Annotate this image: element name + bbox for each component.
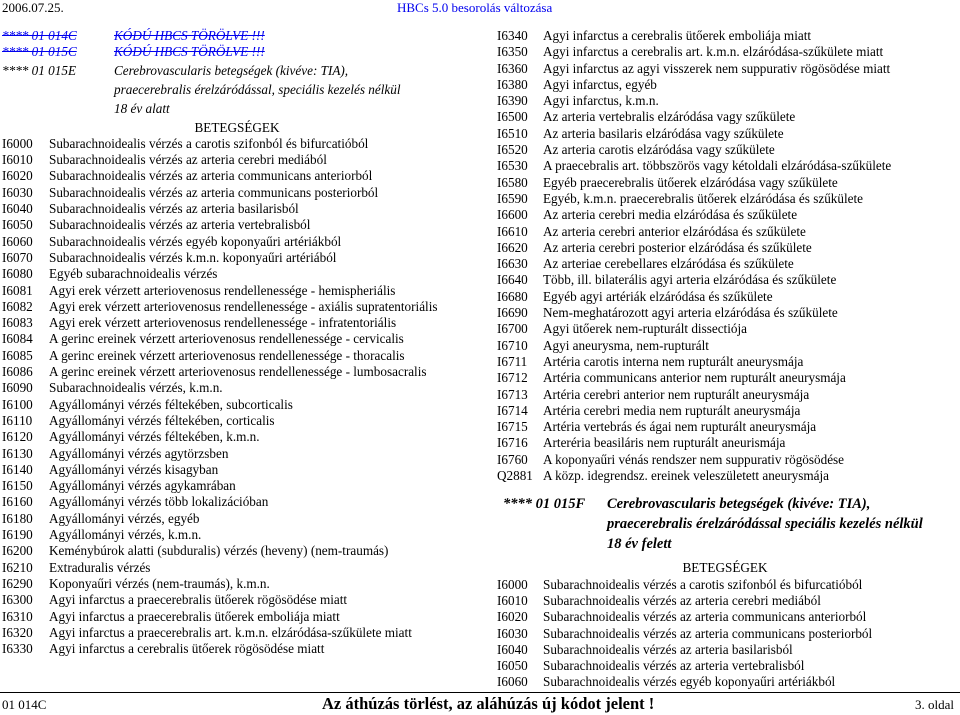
diagnosis-code: I6084 <box>2 331 33 347</box>
diagnosis-description: Több, ill. bilaterális agyi arteria elzáródása és szűkülete <box>543 272 837 288</box>
code-row <box>495 61 955 77</box>
code-row <box>2 185 472 201</box>
diagnosis-code: I6160 <box>2 494 33 510</box>
deleted-row <box>2 44 472 60</box>
diagnosis-code: I6290 <box>2 575 33 591</box>
diagnosis-description: Az arteria basilaris elzáródása vagy szűkülete <box>543 125 784 141</box>
diagnosis-description: Agyállományi vérzés féltekében, corticalis <box>49 412 275 428</box>
code-row <box>495 387 955 403</box>
header-date: 2006.07.25. <box>2 0 64 15</box>
code-row <box>495 338 955 354</box>
diagnosis-description: Koponyaűri vérzés (nem-traumás), k.m.n. <box>49 575 270 591</box>
code-row <box>2 364 472 380</box>
diagnosis-code: I6700 <box>497 321 528 337</box>
code-row <box>495 658 955 674</box>
code-row <box>495 191 955 207</box>
code-row <box>2 397 472 413</box>
diagnosis-code: I6716 <box>497 435 528 451</box>
diagnosis-description: Subarachnoidealis vérzés a carotis szifonból és bifurcatióból <box>49 135 369 151</box>
diagnosis-code: I6070 <box>2 249 33 265</box>
diagnosis-code: I6150 <box>2 478 33 494</box>
group-code: **** 01 015F <box>503 496 586 513</box>
diagnosis-description: Subarachnoidealis vérzés, k.m.n. <box>49 380 223 396</box>
diagnosis-code: I6040 <box>497 641 528 657</box>
code-row <box>2 168 472 184</box>
code-row <box>495 224 955 240</box>
diagnosis-description: Agyállományi vérzés több lokalizációban <box>49 494 269 510</box>
diagnosis-code: I6520 <box>497 142 528 158</box>
code-row <box>495 256 955 272</box>
diagnosis-code: I6030 <box>497 625 528 641</box>
code-row <box>495 452 955 468</box>
code-row <box>495 354 955 370</box>
diagnosis-code: I6590 <box>497 190 528 206</box>
code-row <box>495 126 955 142</box>
code-row <box>495 272 955 288</box>
deleted-code: **** 01 014C <box>2 28 77 43</box>
diagnosis-description: Az arteria cerebri anterior elzáródása és szűkülete <box>543 223 806 239</box>
code-row <box>495 609 955 625</box>
diagnosis-description: Subarachnoidealis vérzés az arteria communicans posteriorból <box>49 184 379 200</box>
code-row <box>2 494 472 510</box>
code-list <box>495 28 955 484</box>
diagnosis-description: Egyéb agyi artériák elzáródása és szűkülete <box>543 288 773 304</box>
diagnosis-description: Artéria carotis interna nem rupturált aneurysmája <box>543 353 804 369</box>
code-row <box>2 217 472 233</box>
diagnosis-description: A praecebralis art. többszörös vagy kétoldali elzáródása-szűkülete <box>543 158 892 174</box>
page-footer <box>0 692 960 715</box>
group-title-line: Cerebrovascularis betegségek (kivéve: TIA), <box>114 62 349 78</box>
diagnosis-code: I6110 <box>2 412 33 428</box>
code-row <box>495 370 955 386</box>
code-row <box>2 234 472 250</box>
group-title-line: 18 év felett <box>607 536 672 553</box>
page-number: 3. oldal <box>915 697 954 712</box>
code-row <box>495 468 955 484</box>
diagnosis-description: Az arteria cerebri media elzáródása és szűkülete <box>543 207 798 223</box>
right-column <box>495 28 955 691</box>
diagnosis-description: Agyi infarctus a praecerebralis ütőerek rögösödése miatt <box>49 592 348 608</box>
diagnosis-description: Artéria communicans anterior nem rupturált aneurysmája <box>543 370 846 386</box>
diagnosis-description: Az arteriae cerebellares elzáródása és szűkülete <box>543 256 794 272</box>
diagnosis-code: I6130 <box>2 445 33 461</box>
diagnosis-code: I6610 <box>497 223 528 239</box>
diagnosis-code: I6580 <box>497 174 528 190</box>
diagnosis-code: I6020 <box>2 168 33 184</box>
diagnosis-description: Subarachnoidealis vérzés az arteria communicans anteriorból <box>49 168 373 184</box>
diagnosis-description: Subarachnoidealis vérzés az arteria cerebri mediából <box>543 592 821 608</box>
code-row <box>495 109 955 125</box>
diagnosis-description: Agyi erek vérzett arteriovenosus rendellenessége - axiális supratentoriális <box>49 298 438 314</box>
diagnosis-code: I6711 <box>497 353 528 369</box>
code-row <box>2 478 472 494</box>
diagnosis-code: I6760 <box>497 451 528 467</box>
diagnosis-description: Agyi infarctus a cerebralis art. k.m.n. elzáródása-szűkülete miatt <box>543 44 884 60</box>
diagnosis-description: Artéria cerebri media nem rupturált aneurysmája <box>543 402 801 418</box>
code-row <box>495 207 955 223</box>
diagnosis-description: Egyéb praecerebralis ütőerek elzáródása vagy szűkülete <box>543 174 838 190</box>
diagnosis-description: Artéria vertebrás és ágai nem rupturált aneurysmája <box>543 419 817 435</box>
diagnosis-description: Egyéb subarachnoidealis vérzés <box>49 266 218 282</box>
diagnosis-description: Subarachnoidealis vérzés a carotis szifonból és bifurcatióból <box>543 576 863 592</box>
diagnosis-description: Az arteria carotis elzáródása vagy szűkülete <box>543 142 775 158</box>
diagnosis-code: I6714 <box>497 402 528 418</box>
group-title-line: Cerebrovascularis betegségek (kivéve: TIA), <box>607 496 871 513</box>
group-heading <box>495 494 955 560</box>
diagnosis-code: I6350 <box>497 44 528 60</box>
diagnosis-description: Agyállományi vérzés kisagyban <box>49 461 219 477</box>
diagnosis-code: I6500 <box>497 109 528 125</box>
diagnosis-code: I6050 <box>497 658 528 674</box>
code-row <box>495 305 955 321</box>
diagnosis-code: I6030 <box>2 184 33 200</box>
left-column <box>2 28 472 657</box>
diagnosis-code: I6530 <box>497 158 528 174</box>
diagnosis-description: Egyéb, k.m.n. praecerebralis ütőerek elzáródása és szűkülete <box>543 190 864 206</box>
diagnosis-code: I6715 <box>497 419 528 435</box>
diagnosis-code: I6010 <box>497 592 528 608</box>
diagnosis-code: I6010 <box>2 152 33 168</box>
diagnosis-code: I6090 <box>2 380 33 396</box>
category-heading: BETEGSÉGEK <box>194 119 280 135</box>
diagnosis-code: I6680 <box>497 288 528 304</box>
diagnosis-description: Subarachnoidealis vérzés k.m.n. koponyaűri artériából <box>49 249 337 265</box>
diagnosis-code: I6620 <box>497 239 528 255</box>
code-row <box>2 592 472 608</box>
diagnosis-code: I6085 <box>2 347 33 363</box>
diagnosis-description: Az arteria vertebralis elzáródása vagy szűkülete <box>543 109 796 125</box>
diagnosis-description: Agyállományi vérzés agytörzsben <box>49 445 229 461</box>
code-row <box>2 331 472 347</box>
diagnosis-code: I6050 <box>2 217 33 233</box>
diagnosis-description: Subarachnoidealis vérzés egyéb koponyaűri artériákból <box>543 674 836 690</box>
code-row <box>495 403 955 419</box>
diagnosis-description: Subarachnoidealis vérzés az arteria basilarisból <box>49 201 299 217</box>
code-row <box>495 626 955 642</box>
diagnosis-description: A gerinc ereinek vérzett arteriovenosus rendellenessége - cervicalis <box>49 331 404 347</box>
diagnosis-description: Agyi infarctus a praecerebralis art. k.m.n. elzáródása-szűkülete miatt <box>49 624 412 640</box>
diagnosis-description: Agyi erek vérzett arteriovenosus rendellenessége - infratentoriális <box>49 315 397 331</box>
code-row <box>2 511 472 527</box>
diagnosis-code: Q2881 <box>497 468 533 484</box>
diagnosis-description: Az arteria cerebri posterior elzáródása és szűkülete <box>543 239 812 255</box>
code-row <box>2 201 472 217</box>
diagnosis-description: Extraduralis vérzés <box>49 559 151 575</box>
code-row <box>2 625 472 641</box>
group-heading <box>2 61 472 120</box>
footer-note: Az áthúzás törlést, az aláhúzás új kódot jelent ! <box>322 694 655 713</box>
code-row <box>2 283 472 299</box>
diagnosis-code: I6210 <box>2 559 33 575</box>
deleted-code: **** 01 015C <box>2 44 77 60</box>
code-row <box>2 527 472 543</box>
diagnosis-code: I6060 <box>2 233 33 249</box>
code-row <box>495 158 955 174</box>
footer-code: 01 014C <box>2 697 47 712</box>
code-row <box>495 28 955 44</box>
deleted-row <box>2 28 472 44</box>
diagnosis-code: I6086 <box>2 364 33 380</box>
diagnosis-code: I6082 <box>2 298 33 314</box>
group-title-line: praecerebralis érelzáródással speciális kezelés nélkül <box>607 516 923 533</box>
diagnosis-description: Subarachnoidealis vérzés az arteria basilarisból <box>543 641 793 657</box>
group-title-line: 18 év alatt <box>114 100 170 116</box>
diagnosis-code: I6100 <box>2 396 33 412</box>
code-row <box>495 674 955 690</box>
diagnosis-code: I6020 <box>497 609 528 625</box>
diagnosis-code: I6640 <box>497 272 528 288</box>
diagnosis-description: A koponyaűri vénás rendszer nem suppurativ rögösödése <box>543 451 845 467</box>
code-row <box>2 136 472 152</box>
diagnosis-description: Artéria cerebri anterior nem rupturált aneurysmája <box>543 386 810 402</box>
page-header <box>0 0 960 14</box>
diagnosis-description: Agyi ütőerek nem-rupturált dissectiója <box>543 321 747 337</box>
diagnosis-code: I6340 <box>497 28 528 43</box>
deleted-text: KÓDÚ HBCS TÖRÖLVE !!! <box>114 44 265 60</box>
diagnosis-code: I6040 <box>2 201 33 217</box>
code-row <box>2 380 472 396</box>
diagnosis-description: A gerinc ereinek vérzett arteriovenosus rendellenessége - lumbosacralis <box>49 364 427 380</box>
code-row <box>495 175 955 191</box>
diagnosis-description: Subarachnoidealis vérzés az arteria vertebralisból <box>543 658 805 674</box>
diagnosis-code: I6330 <box>2 641 33 657</box>
diagnosis-description: Agyi aneurysma, nem-rupturált <box>543 337 709 353</box>
diagnosis-description: Agyállományi vérzés agykamrában <box>49 478 236 494</box>
code-row <box>2 446 472 462</box>
diagnosis-code: I6510 <box>497 125 528 141</box>
diagnosis-description: Agyi infarctus a cerebralis ütőerek emboliája miatt <box>543 28 812 43</box>
code-row <box>2 413 472 429</box>
diagnosis-description: Keménybúrok alatti (subduralis) vérzés (heveny) (nem-traumás) <box>49 543 389 559</box>
diagnosis-description: Agyállományi vérzés féltekében, subcorticalis <box>49 396 293 412</box>
diagnosis-description: Nem-meghatározott agyi arteria elzáródása és szűkülete <box>543 305 838 321</box>
diagnosis-description: A gerinc ereinek vérzett arteriovenosus rendellenessége - thoracalis <box>49 347 405 363</box>
code-row <box>2 315 472 331</box>
code-row <box>2 560 472 576</box>
code-row <box>495 93 955 109</box>
diagnosis-description: Agyi infarctus a praecerebralis ütőerek emboliája miatt <box>49 608 340 624</box>
diagnosis-description: Agyi erek vérzett arteriovenosus rendellenessége - hemispheriális <box>49 282 396 298</box>
diagnosis-description: Subarachnoidealis vérzés az arteria communicans posteriorból <box>543 625 873 641</box>
group-code: **** 01 015E <box>2 62 76 78</box>
diagnosis-description: Subarachnoidealis vérzés az arteria vertebralisból <box>49 217 311 233</box>
code-row <box>495 289 955 305</box>
code-row <box>2 576 472 592</box>
deleted-text: KÓDÚ HBCS TÖRÖLVE !!! <box>114 28 265 43</box>
diagnosis-description: Agyállományi vérzés féltekében, k.m.n. <box>49 429 260 445</box>
code-row <box>2 348 472 364</box>
diagnosis-description: Subarachnoidealis vérzés az arteria communicans anteriorból <box>543 609 867 625</box>
diagnosis-description: Agyállományi vérzés, egyéb <box>49 510 200 526</box>
diagnosis-description: Subarachnoidealis vérzés egyéb koponyaűri artériákból <box>49 233 342 249</box>
code-row <box>495 593 955 609</box>
diagnosis-code: I6083 <box>2 315 33 331</box>
diagnosis-code: I6390 <box>497 93 528 109</box>
code-row <box>495 321 955 337</box>
code-row <box>495 44 955 60</box>
code-row <box>2 152 472 168</box>
diagnosis-code: I6710 <box>497 337 528 353</box>
code-list <box>495 577 955 691</box>
diagnosis-code: I6200 <box>2 543 33 559</box>
code-row <box>2 641 472 657</box>
diagnosis-code: I6630 <box>497 256 528 272</box>
code-row <box>2 250 472 266</box>
group-title-line: praecerebralis érelzáródással, speciális kezelés nélkül <box>114 81 401 97</box>
diagnosis-code: I6190 <box>2 527 33 543</box>
diagnosis-code: I6000 <box>2 135 33 151</box>
diagnosis-description: Arteréria beasiláris nem rupturált aneurismája <box>543 435 786 451</box>
code-row <box>495 419 955 435</box>
diagnosis-code: I6713 <box>497 386 528 402</box>
code-row <box>495 77 955 93</box>
diagnosis-description: Agyállományi vérzés, k.m.n. <box>49 527 202 543</box>
diagnosis-code: I6600 <box>497 207 528 223</box>
diagnosis-description: Subarachnoidealis vérzés az arteria cerebri mediából <box>49 152 327 168</box>
diagnosis-description: Agyi infarctus az agyi visszerek nem suppurativ rögösödése miatt <box>543 60 891 76</box>
diagnosis-code: I6360 <box>497 60 528 76</box>
code-row <box>2 266 472 282</box>
diagnosis-code: I6060 <box>497 674 528 690</box>
diagnosis-code: I6380 <box>497 76 528 92</box>
diagnosis-description: Agyi infarctus a cerebralis ütőerek rögösödése miatt <box>49 641 325 657</box>
diagnosis-code: I6140 <box>2 461 33 477</box>
code-row <box>495 142 955 158</box>
category-heading: BETEGSÉGEK <box>682 560 768 576</box>
code-row <box>495 240 955 256</box>
code-row <box>2 429 472 445</box>
code-list <box>2 136 472 658</box>
code-row <box>2 543 472 559</box>
diagnosis-code: I6120 <box>2 429 33 445</box>
diagnosis-code: I6000 <box>497 576 528 592</box>
diagnosis-code: I6081 <box>2 282 33 298</box>
code-row <box>2 299 472 315</box>
code-row <box>495 577 955 593</box>
diagnosis-description: A közp. idegrendsz. ereinek veleszületett aneurysmája <box>543 468 829 484</box>
code-row <box>2 462 472 478</box>
diagnosis-code: I6690 <box>497 305 528 321</box>
code-row <box>495 435 955 451</box>
code-row <box>495 642 955 658</box>
header-title[interactable]: HBCs 5.0 besorolás változása <box>397 0 553 15</box>
diagnosis-code: I6712 <box>497 370 528 386</box>
diagnosis-description: Agyi infarctus, egyéb <box>543 76 657 92</box>
diagnosis-code: I6320 <box>2 624 33 640</box>
diagnosis-code: I6300 <box>2 592 33 608</box>
code-row <box>2 609 472 625</box>
diagnosis-description: Agyi infarctus, k.m.n. <box>543 93 659 109</box>
diagnosis-code: I6080 <box>2 266 33 282</box>
diagnosis-code: I6310 <box>2 608 33 624</box>
diagnosis-code: I6180 <box>2 510 33 526</box>
